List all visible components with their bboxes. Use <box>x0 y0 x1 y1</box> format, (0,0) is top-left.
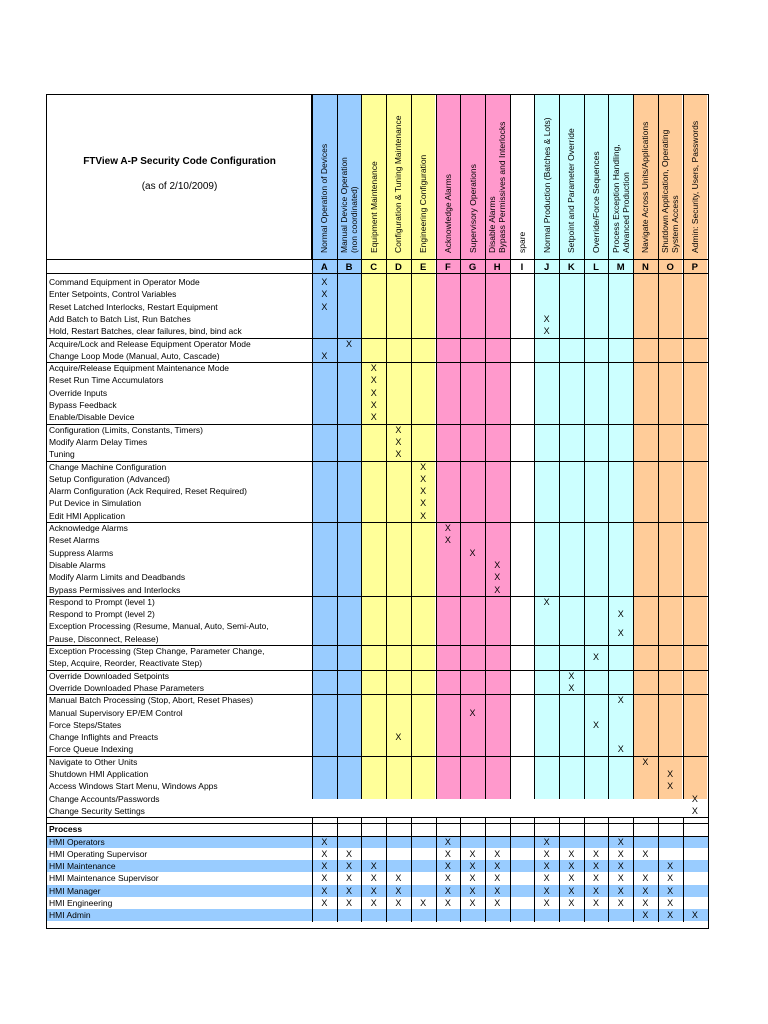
permission-row-label: Force Queue Indexing <box>49 744 134 755</box>
permission-mark-h: X <box>494 584 501 595</box>
permission-row-label: Manual Batch Processing (Stop, Abort, Reset Phases) <box>49 695 254 706</box>
permission-mark-e: X <box>420 473 427 484</box>
role-mark-o: X <box>667 873 674 884</box>
security-matrix-sheet <box>46 94 709 929</box>
column-header-d: Configuration & Tuning Maintenance <box>393 115 404 253</box>
permission-mark-d: X <box>395 424 402 435</box>
role-mark-f: X <box>444 848 451 859</box>
permission-row-label: Bypass Permissives and Interlocks <box>49 584 181 595</box>
role-mark-d: X <box>395 873 402 884</box>
permission-mark-l: X <box>593 652 600 663</box>
role-mark-m: X <box>617 873 624 884</box>
role-mark-k: X <box>568 873 575 884</box>
column-header-b: Manual Device Operation <box>339 157 350 253</box>
role-mark-a: X <box>321 885 328 896</box>
column-header-j: Normal Production (Batches & Lots) <box>541 117 552 253</box>
role-mark-b: X <box>346 873 353 884</box>
column-letter-o: O <box>666 262 674 273</box>
column-letter-p: P <box>691 262 699 273</box>
role-mark-d: X <box>395 898 402 908</box>
process-column-divider <box>584 817 585 921</box>
role-row-label: HMI Admin <box>49 910 91 921</box>
role-mark-m: X <box>617 861 624 872</box>
role-mark-o: X <box>667 861 674 872</box>
column-header-i: spare <box>516 231 527 253</box>
role-mark-h: X <box>494 861 501 872</box>
permission-mark-h: X <box>494 572 501 583</box>
permission-row-label: Exception Processing (Resume, Manual, Auto, Semi-Auto, <box>49 621 269 632</box>
column-letter-c: C <box>370 262 378 273</box>
permission-row-label: Override Downloaded Setpoints <box>49 670 170 681</box>
column-header-f: Acknowledge Alarms <box>442 174 453 253</box>
column-letter-e: E <box>419 262 427 273</box>
process-column-divider <box>534 817 535 921</box>
column-header-h: Disable Alarms <box>487 196 498 253</box>
process-column-divider <box>337 817 338 921</box>
column-letter-n: N <box>642 262 649 273</box>
role-mark-m: X <box>617 848 624 859</box>
permission-row-label: Override Downloaded Phase Parameters <box>49 682 204 693</box>
permission-mark-m: X <box>617 627 624 638</box>
header-divider <box>47 259 708 260</box>
permission-mark-h: X <box>494 559 501 570</box>
permission-row-label: Shutdown HMI Application <box>49 769 149 779</box>
role-row-label: HMI Engineering <box>49 898 113 908</box>
process-column-divider <box>608 817 609 921</box>
process-column-divider <box>460 817 461 921</box>
permission-mark-e: X <box>420 461 427 472</box>
group-divider <box>47 756 708 757</box>
role-mark-f: X <box>444 898 451 908</box>
permission-row-label: Navigate to Other Units <box>49 756 138 767</box>
role-mark-c: X <box>370 898 377 908</box>
permission-mark-j: X <box>543 313 550 324</box>
permission-row-label: Alarm Configuration (Ack Required, Reset Required) <box>49 486 247 497</box>
role-mark-l: X <box>593 885 600 896</box>
column-letter-b: B <box>345 262 353 273</box>
process-column-divider <box>633 817 634 921</box>
role-mark-g: X <box>469 898 476 908</box>
permission-row-label: Respond to Prompt (level 2) <box>49 609 155 620</box>
column-header-k: Setpoint and Parameter Override <box>566 128 577 253</box>
permission-row-label: Reset Latched Interlocks, Restart Equipment <box>49 301 218 312</box>
role-mark-b: X <box>346 898 353 908</box>
permission-row-label: Tuning <box>49 449 75 460</box>
permission-mark-m: X <box>617 695 624 706</box>
permission-row-label: Add Batch to Batch List, Run Batches <box>49 313 191 324</box>
permission-mark-c: X <box>370 412 377 423</box>
column-header-o: Shutdown Application, Operating <box>660 129 671 253</box>
role-mark-o: X <box>667 910 674 921</box>
role-row-label: HMI Maintenance <box>49 861 116 872</box>
permission-mark-j: X <box>543 596 550 607</box>
permission-row-label: Exception Processing (Step Change, Parameter Change, <box>49 646 265 656</box>
column-letter-k: K <box>567 262 575 273</box>
column-header-h: Bypass Permissives and Interlocks <box>497 121 508 253</box>
permission-mark-c: X <box>370 400 377 410</box>
permission-row-label: Suppress Alarms <box>49 547 114 558</box>
role-mark-f: X <box>444 873 451 884</box>
role-mark-a: X <box>321 861 328 872</box>
role-mark-o: X <box>667 898 674 908</box>
permission-row-label: Respond to Prompt (level 1) <box>49 596 155 607</box>
permission-row-label: Change Machine Configuration <box>49 461 167 472</box>
permission-row-label: Step, Acquire, Reorder, Reactivate Step) <box>49 658 203 669</box>
permission-mark-j: X <box>543 326 550 337</box>
role-mark-n: X <box>642 898 649 908</box>
column-header-b: (non coordinated) <box>349 186 360 253</box>
page-title: FTView A-P Security Code Configuration <box>83 156 276 167</box>
role-mark-f: X <box>444 836 451 847</box>
role-mark-g: X <box>469 873 476 884</box>
process-column-divider <box>658 817 659 921</box>
role-mark-n: X <box>642 848 649 859</box>
permission-mark-m: X <box>617 744 624 755</box>
role-mark-j: X <box>543 861 550 872</box>
permission-mark-l: X <box>593 719 600 730</box>
role-mark-n: X <box>642 885 649 896</box>
group-divider <box>47 522 708 523</box>
role-mark-o: X <box>667 885 674 896</box>
permission-row-label: Acquire/Lock and Release Equipment Operator Mode <box>49 338 251 349</box>
permission-mark-a: X <box>321 350 328 361</box>
role-mark-c: X <box>370 873 377 884</box>
permission-row-label: Reset Alarms <box>49 535 100 546</box>
permission-row-label: Access Windows Start Menu, Windows Apps <box>49 781 218 792</box>
permission-row-label: Enter Setpoints, Control Variables <box>49 289 177 300</box>
role-mark-e: X <box>420 898 427 908</box>
column-header-l: Override/Force Sequences <box>591 151 602 253</box>
permission-mark-a: X <box>321 301 328 312</box>
role-mark-a: X <box>321 898 328 908</box>
column-header-p: Admin: Security, Users, Passwords <box>689 120 700 253</box>
permission-row-label: Command Equipment in Operator Mode <box>49 277 200 287</box>
permission-mark-a: X <box>321 289 328 300</box>
permission-row-label: Change Inflights and Preacts <box>49 732 159 743</box>
permission-mark-p: X <box>691 793 698 804</box>
role-mark-h: X <box>494 885 501 896</box>
role-row-label: HMI Operating Supervisor <box>49 848 148 859</box>
permission-row-label: Hold, Restart Batches, clear failures, bind, bind ack <box>49 326 242 337</box>
permission-row-label: Change Loop Mode (Manual, Auto, Cascade) <box>49 350 220 361</box>
permission-mark-g: X <box>469 547 476 558</box>
column-letter-d: D <box>395 262 402 273</box>
permission-mark-k: X <box>568 670 575 681</box>
permission-row-label: Pause, Disconnect, Release) <box>49 633 159 644</box>
permission-mark-c: X <box>370 363 377 374</box>
role-mark-a: X <box>321 836 328 847</box>
role-row-label: HMI Operators <box>49 836 105 847</box>
column-letter-m: M <box>616 262 625 273</box>
role-mark-g: X <box>469 861 476 872</box>
role-mark-n: X <box>642 873 649 884</box>
permission-mark-e: X <box>420 486 427 497</box>
role-mark-h: X <box>494 873 501 884</box>
process-column-divider <box>312 817 313 921</box>
process-column-divider <box>411 817 412 921</box>
role-mark-k: X <box>568 848 575 859</box>
process-column-divider <box>386 817 387 921</box>
permission-row-label: Enable/Disable Device <box>49 412 135 423</box>
role-mark-l: X <box>593 873 600 884</box>
role-mark-j: X <box>543 836 550 847</box>
permission-mark-e: X <box>420 510 427 521</box>
permission-row-label: Override Inputs <box>49 387 108 398</box>
permission-mark-k: X <box>568 682 575 693</box>
letter-row-divider <box>47 273 708 274</box>
column-band-i <box>510 95 535 799</box>
column-header-a: Normal Operation of Devices <box>319 143 330 253</box>
permission-row-label: Manual Supervisory EP/EM Control <box>49 707 183 718</box>
role-mark-j: X <box>543 885 550 896</box>
column-header-g: Supervisory Operations <box>467 164 478 253</box>
role-row-label: HMI Maintenance Supervisor <box>49 873 159 884</box>
role-mark-h: X <box>494 898 501 908</box>
column-header-m: Process Exception Handling, <box>610 144 621 253</box>
process-column-divider <box>559 817 560 921</box>
column-header-n: Navigate Across Units/Applications <box>640 121 651 253</box>
role-mark-k: X <box>568 861 575 872</box>
role-mark-j: X <box>543 873 550 884</box>
role-mark-a: X <box>321 848 328 859</box>
permission-mark-p: X <box>691 805 698 816</box>
column-header-m: Advanced Production <box>620 172 631 253</box>
role-mark-m: X <box>617 836 624 847</box>
permission-row-label: Modify Alarm Limits and Deadbands <box>49 572 186 583</box>
permission-mark-a: X <box>321 277 328 287</box>
role-mark-m: X <box>617 885 624 896</box>
process-column-divider <box>436 817 437 921</box>
column-header-e: Engineering Configuration <box>418 154 429 253</box>
permission-row-label: Configuration (Limits, Constants, Timers) <box>49 424 203 435</box>
role-mark-h: X <box>494 848 501 859</box>
permission-mark-f: X <box>444 535 451 546</box>
permission-mark-c: X <box>370 387 377 398</box>
permission-mark-d: X <box>395 436 402 447</box>
permission-mark-o: X <box>667 781 674 792</box>
role-mark-m: X <box>617 898 624 908</box>
permission-row-label: Change Security Settings <box>49 805 145 816</box>
column-letter-j: J <box>543 262 550 273</box>
role-mark-g: X <box>469 848 476 859</box>
role-row-label: HMI Manager <box>49 885 101 896</box>
permission-mark-d: X <box>395 732 402 743</box>
process-column-divider <box>485 817 486 921</box>
role-mark-j: X <box>543 898 550 908</box>
permission-mark-d: X <box>395 449 402 460</box>
column-letter-i: I <box>520 262 524 273</box>
role-mark-c: X <box>370 861 377 872</box>
role-mark-d: X <box>395 885 402 896</box>
column-header-o: System Access <box>670 195 681 253</box>
permission-row-label: Setup Configuration (Advanced) <box>49 473 170 484</box>
permission-mark-m: X <box>617 609 624 620</box>
role-mark-a: X <box>321 873 328 884</box>
role-mark-b: X <box>346 861 353 872</box>
column-header-c: Equipment Maintenance <box>368 161 379 253</box>
role-mark-p: X <box>691 910 698 921</box>
role-mark-b: X <box>346 848 353 859</box>
permission-row-label: Modify Alarm Delay Times <box>49 436 148 447</box>
column-letter-f: F <box>444 262 451 273</box>
process-column-divider <box>683 817 684 921</box>
role-mark-l: X <box>593 848 600 859</box>
role-mark-n: X <box>642 910 649 921</box>
permission-row-label: Disable Alarms <box>49 559 106 570</box>
column-letter-h: H <box>493 262 501 273</box>
permission-mark-o: X <box>667 769 674 779</box>
role-mark-k: X <box>568 885 575 896</box>
role-mark-c: X <box>370 885 377 896</box>
role-mark-j: X <box>543 848 550 859</box>
title-cell <box>47 95 312 259</box>
role-mark-l: X <box>593 861 600 872</box>
permission-row-label: Edit HMI Application <box>49 510 126 521</box>
process-column-divider <box>361 817 362 921</box>
column-letter-l: L <box>593 262 599 273</box>
permission-mark-f: X <box>444 523 451 533</box>
permission-mark-c: X <box>370 375 377 386</box>
column-letter-g: G <box>468 262 477 273</box>
process-title: Process <box>49 824 83 835</box>
permission-row-label: Change Accounts/Passwords <box>49 793 160 804</box>
permission-mark-g: X <box>469 707 476 718</box>
role-mark-g: X <box>469 885 476 896</box>
permission-mark-b: X <box>346 338 353 349</box>
role-mark-l: X <box>593 898 600 908</box>
column-letter-a: A <box>320 262 328 273</box>
permission-mark-e: X <box>420 498 427 509</box>
permission-row-label: Acknowledge Alarms <box>49 523 128 533</box>
permission-row-label: Put Device in Simulation <box>49 498 142 509</box>
permission-row-label: Force Steps/States <box>49 719 122 730</box>
permission-row-label: Acquire/Release Equipment Maintenance Mode <box>49 363 230 374</box>
role-mark-b: X <box>346 885 353 896</box>
permission-row-label: Bypass Feedback <box>49 400 117 410</box>
role-mark-f: X <box>444 861 451 872</box>
role-mark-f: X <box>444 885 451 896</box>
process-column-divider <box>510 817 511 921</box>
permission-row-label: Reset Run Time Accumulators <box>49 375 164 386</box>
role-mark-k: X <box>568 898 575 908</box>
permission-mark-n: X <box>642 756 649 767</box>
page-subtitle: (as of 2/10/2009) <box>141 181 218 192</box>
